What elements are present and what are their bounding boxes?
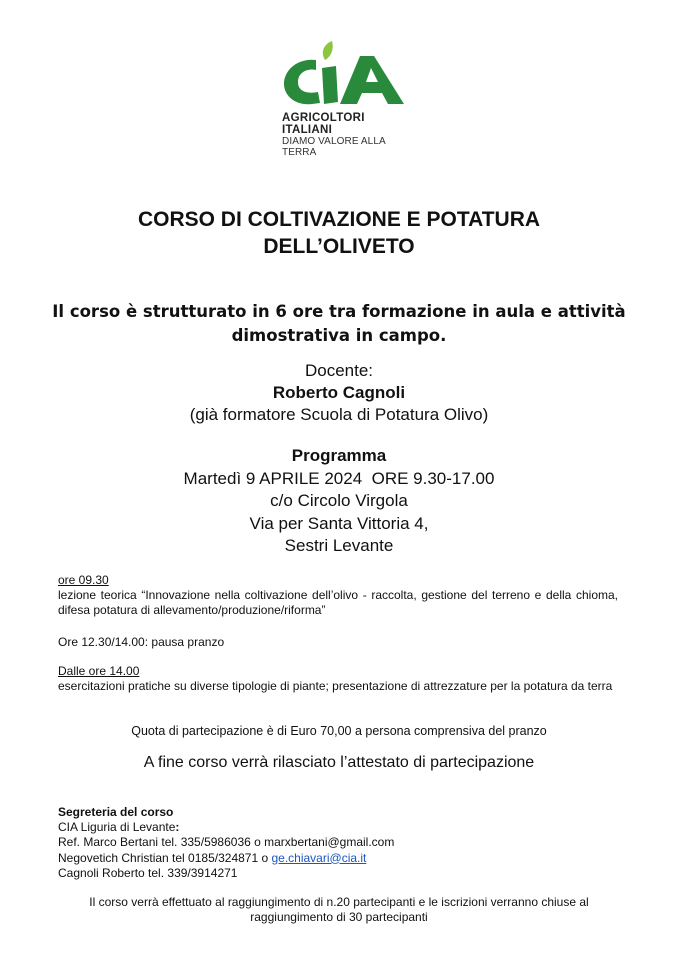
letter-i-icon	[322, 66, 338, 104]
contact-email-link[interactable]: ge.chiavari@cia.it	[271, 850, 367, 865]
schedule-afternoon-time: Dalle ore 14.00	[58, 664, 140, 678]
contact-ref-3: Cagnoli Roberto tel. 339/3914271	[58, 865, 238, 880]
teacher-label: Docente:	[304, 361, 374, 380]
schedule-morning	[58, 573, 618, 618]
page-title	[0, 206, 678, 260]
course-subtitle: Il corso è strutturato in 6 ore tra formazione in aula e attività dimostrativa in campo.	[52, 302, 626, 345]
contact-ref-2-text: Negovetich Christian tel 0185/324871 o	[58, 850, 272, 865]
schedule-morning-desc: lezione teorica “Innovazione nella coltivazione dell’olivo - raccolta, gestione del terreno e della chioma, difesa potatura di allevamento/produzione/riforma”	[58, 588, 618, 617]
logo-tagline-2: DIAMO VALORE ALLA TERRA	[282, 136, 386, 158]
schedule-morning-time: ore 09.30	[58, 573, 109, 587]
cia-logo	[278, 38, 418, 158]
leaf-icon	[323, 41, 333, 60]
logo-tagline-1: AGRICOLTORI ITALIANI	[282, 112, 365, 136]
program-date: Martedì 9 APRILE 2024 ORE 9.30-17.00	[183, 468, 495, 488]
contacts-section	[58, 805, 394, 881]
program-city: Sestri Levante	[284, 536, 394, 555]
contacts-org-colon: :	[175, 820, 180, 835]
teacher-name: Roberto Cagnoli	[272, 383, 406, 402]
certificate-note: A fine corso verrà rilasciato l’attestato di partecipazione	[143, 754, 535, 771]
letter-a-icon	[340, 56, 404, 104]
title-line-2: DELL’OLIVETO	[263, 235, 415, 258]
program-place: c/o Circolo Virgola	[270, 491, 408, 510]
fee-note: Quota di partecipazione è di Euro 70,00 a persona comprensiva del pranzo	[131, 724, 547, 738]
contacts-heading: Segreteria del corso	[58, 805, 174, 819]
schedule-lunch: Ore 12.30/14.00: pausa pranzo	[58, 635, 225, 649]
contact-ref-2	[58, 851, 394, 866]
teacher-section	[0, 360, 678, 426]
footer-note: Il corso verrà effettuato al raggiungimento di n.20 partecipanti e le iscrizioni verranno chiuse al raggiungimento di 30 partecipanti	[89, 895, 589, 924]
contacts-org-name: CIA Liguria di Levante	[58, 820, 176, 835]
contact-ref-1: Ref. Marco Bertani tel. 335/5986036 o marxbertani@gmail.com	[58, 835, 395, 850]
program-heading: Programma	[291, 446, 387, 465]
title-line-1: CORSO DI COLTIVAZIONE E POTATURA	[137, 208, 541, 231]
teacher-role: (già formatore Scuola di Potatura Olivo)	[189, 405, 489, 424]
contacts-org	[58, 820, 394, 835]
cia-logo-mark	[278, 38, 410, 110]
program-address: Via per Santa Vittoria 4,	[249, 513, 429, 533]
schedule-afternoon	[58, 664, 618, 694]
program-section	[0, 445, 678, 558]
letter-c-icon	[284, 60, 320, 105]
schedule-afternoon-desc: esercitazioni pratiche su diverse tipologie di piante; presentazione di attrezzature per la potatura da terra	[58, 679, 613, 693]
